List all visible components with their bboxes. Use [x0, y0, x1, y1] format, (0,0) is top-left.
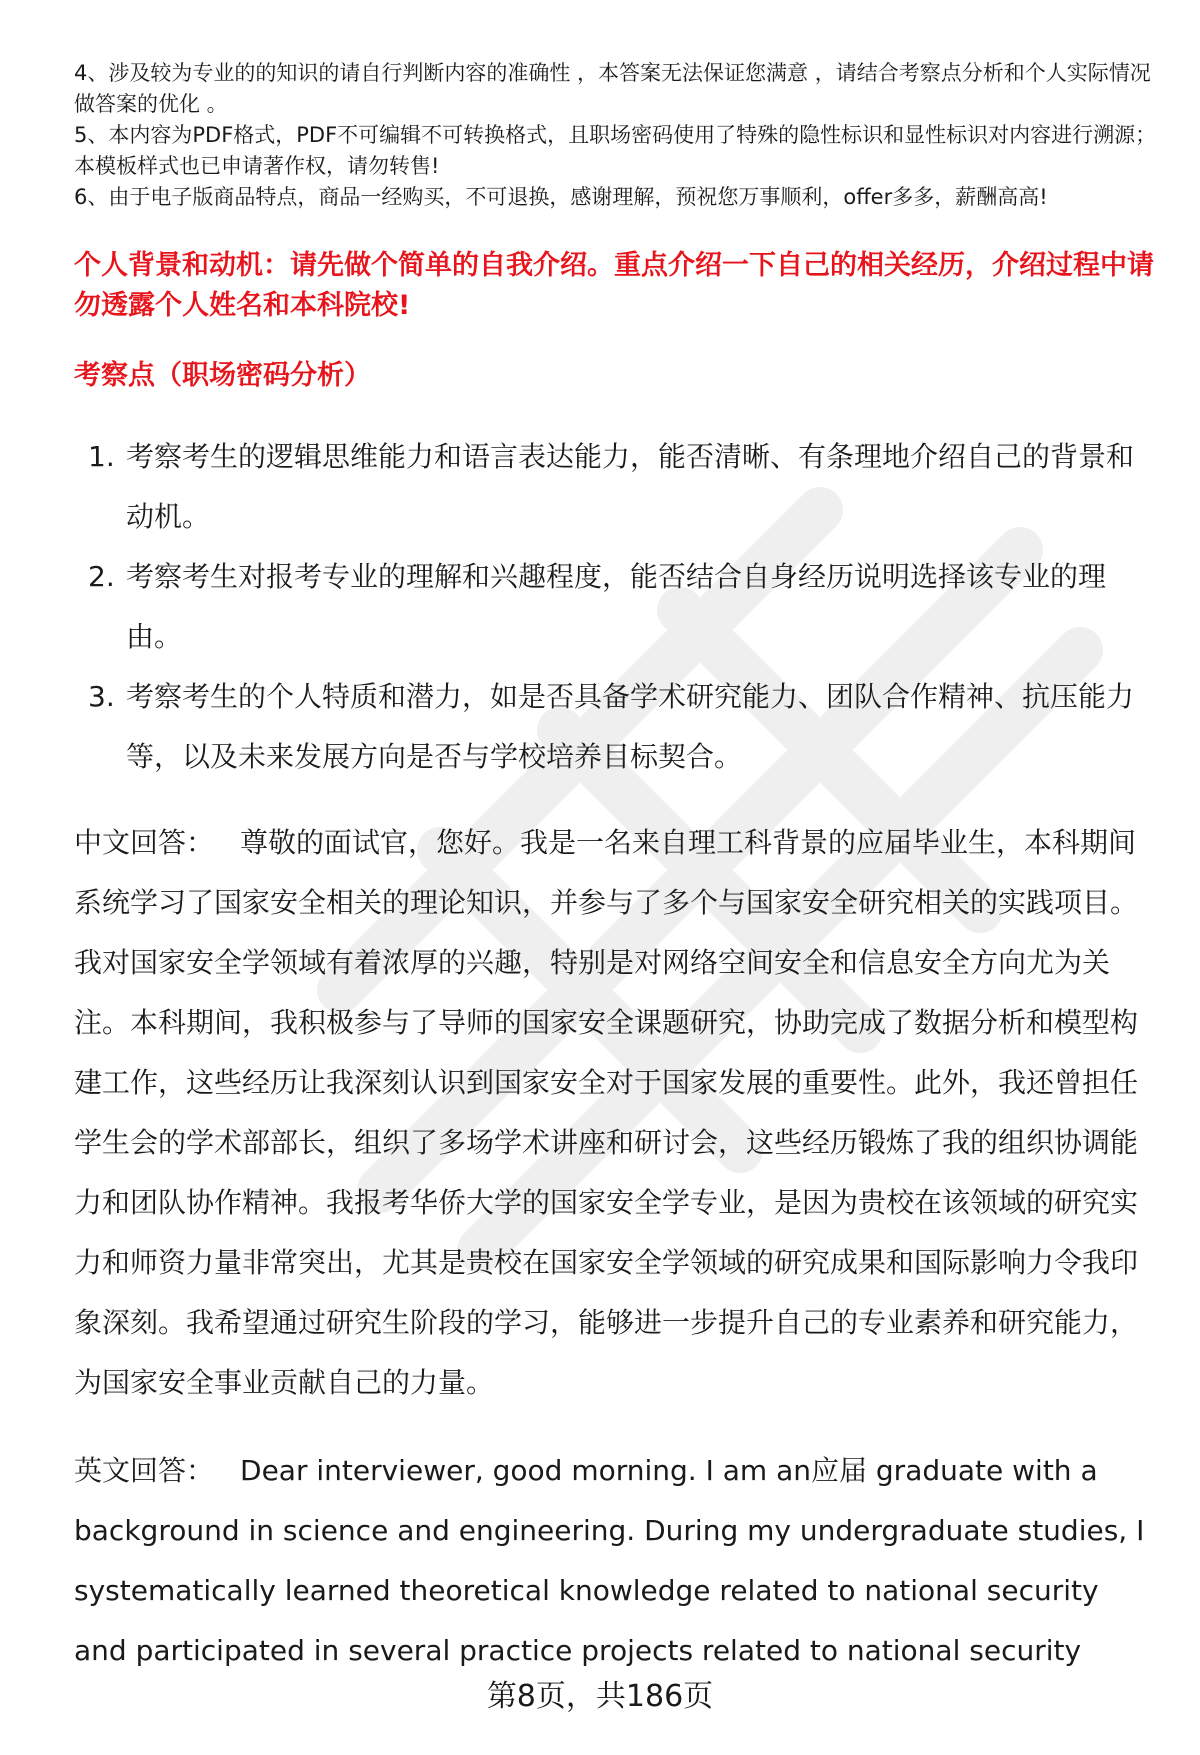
note-item: 5、本内容为PDF格式，PDF不可编辑不可转换格式，且职场密码使用了特殊的隐性标识和显性标识对内容进行溯源；本模板样式也已申请著作权，请勿转售!: [74, 123, 1157, 178]
list-item-text: 考察考生的逻辑思维能力和语言表达能力，能否清晰、有条理地介绍自己的背景和动机。: [126, 440, 1135, 533]
question-heading: 个人背景和动机：请先做个简单的自我介绍。重点介绍一下自己的相关经历，介绍过程中请勿透露个人姓名和本科院校!: [74, 250, 1154, 321]
english-answer: [74, 1441, 1159, 1681]
list-item-text: 考察考生的个人特质和潜力，如是否具备学术研究能力、团队合作精神、抗压能力等，以及未来发展方向是否与学校培养目标契合。: [126, 680, 1135, 773]
list-item-number: 3.: [88, 680, 115, 713]
list-item-text: 考察考生对报考专业的理解和兴趣程度，能否结合自身经历说明选择该专业的理由。: [126, 560, 1107, 653]
list-item-number: 2.: [88, 560, 115, 593]
list-item-number: 1.: [88, 440, 115, 473]
notes-section: [74, 58, 1159, 213]
list-item: [74, 427, 1159, 547]
note-item: 6、由于电子版商品特点，商品一经购买，不可退换，感谢理解，预祝您万事顺利，offer多多，薪酬高高!: [74, 185, 1048, 209]
note-item: 4、涉及较为专业的的知识的请自行判断内容的准确性 ，本答案无法保证您满意 ，请结合考察点分析和个人实际情况做答案的优化 。: [74, 61, 1151, 116]
page-number: 第8页，共186页: [486, 1679, 714, 1714]
english-answer-label: 英文回答：: [74, 1454, 215, 1487]
chinese-answer-text: 尊敬的面试官，您好。我是一名来自理工科背景的应届毕业生，本科期间系统学习了国家安全相关的理论知识，并参与了多个与国家安全研究相关的实践项目。我对国家安全学领域有着浓厚的兴趣，特别是对网络空间安全和信息安全方向尤为关注。本科期间，我积极参与了导师的国家安全课题研究，协助完成了数据分析和模型构建工作，这些经历让我深刻认识到国家安全对于国家发展的重要性。此外，我还曾担任学生会的学术部部长，组织了多场学术讲座和研讨会，这些经历锻炼了我的组织协调能力和团队协作精神。我报考华侨大学的国家安全学专业，是因为贵校在该领域的研究实力和师资力量非常突出，尤其是贵校在国家安全学领域的研究成果和国际影响力令我印象深刻。我希望通过研究生阶段的学习，能够进一步提升自己的专业素养和研究能力，为国家安全事业贡献自己的力量。: [74, 826, 1139, 1399]
list-item: [74, 667, 1159, 787]
chinese-answer-label: 中文回答：: [74, 826, 215, 859]
kaocha-heading: 考察点（职场密码分析）: [74, 360, 371, 391]
english-answer-text: Dear interviewer, good morning. I am an应届 graduate with a background in science and engineering. During my undergraduate studies, I systematically learned theoretical knowledge related to national security and participated in several practice projects related to national security: [74, 1454, 1145, 1667]
chinese-answer: [74, 813, 1159, 1413]
list-item: [74, 547, 1159, 667]
kaocha-points-list: [74, 427, 1159, 787]
